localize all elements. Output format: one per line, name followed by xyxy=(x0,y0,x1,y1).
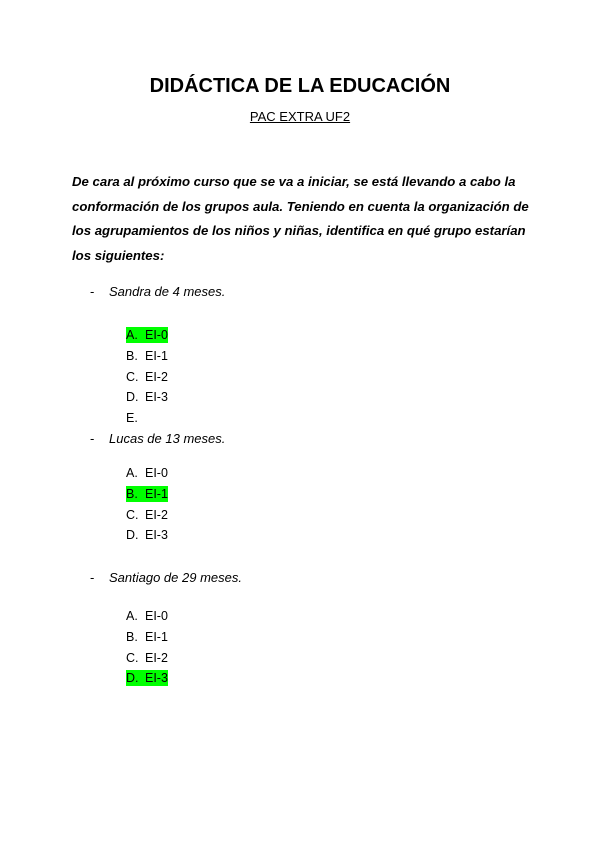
option-item xyxy=(126,527,168,548)
option-text: EI-3 xyxy=(145,390,168,405)
option-item xyxy=(126,389,168,410)
option xyxy=(126,369,168,385)
option-text: EI-1 xyxy=(145,486,168,501)
option xyxy=(126,650,168,666)
question-item xyxy=(90,570,242,586)
option-letter: D. xyxy=(126,390,139,405)
option-text: EI-2 xyxy=(145,369,168,384)
option-text: EI-3 xyxy=(145,528,168,543)
option-item xyxy=(126,608,168,629)
option-text: EI-0 xyxy=(145,466,168,480)
question-item xyxy=(90,284,225,300)
option xyxy=(126,389,168,405)
question-item xyxy=(90,431,225,447)
option-item xyxy=(126,507,168,528)
option xyxy=(126,465,168,481)
question-text: Sandra de 4 meses. xyxy=(109,284,226,299)
option-item xyxy=(126,369,168,390)
option-item xyxy=(126,348,168,369)
option-letter: B. xyxy=(126,629,138,644)
document-title: DIDÁCTICA DE LA EDUCACIÓN xyxy=(149,75,451,97)
question-text: Lucas de 13 meses. xyxy=(109,431,226,446)
option xyxy=(126,527,168,543)
question-text: Santiago de 29 meses. xyxy=(109,570,242,585)
option-text: EI-3 xyxy=(145,671,168,686)
options-list xyxy=(126,465,168,548)
option-letter: B. xyxy=(126,486,138,501)
option xyxy=(126,486,168,502)
option-letter: C. xyxy=(126,650,139,665)
option-item xyxy=(126,410,168,431)
list-dash: - xyxy=(90,431,95,446)
document-subtitle: PAC EXTRA UF2 xyxy=(249,109,351,124)
options-list xyxy=(126,327,168,431)
option-text: EI-1 xyxy=(145,629,168,644)
option-item xyxy=(126,327,168,348)
option-text: EI-1 xyxy=(145,348,168,363)
list-dash: - xyxy=(90,570,95,585)
option-letter: D. xyxy=(126,671,139,686)
option-letter: D. xyxy=(126,528,139,543)
option-letter: E. xyxy=(126,411,138,426)
question-prompt: De cara al próximo curso que se va a iniciar, se está llevando a cabo la conformación de los grupos aula. Teniendo en cuenta la organización de los agrupamientos de los niños y niñas, identifica en qué grupo estarían los siguientes: xyxy=(72,174,529,263)
option-text: EI-2 xyxy=(145,507,168,522)
option-item xyxy=(126,629,168,650)
option xyxy=(126,410,145,426)
list-dash: - xyxy=(90,284,95,299)
option-letter: C. xyxy=(126,507,139,522)
option-item xyxy=(126,670,168,691)
option-text: EI-2 xyxy=(145,650,168,665)
option-letter: A. xyxy=(126,609,138,623)
option-text: EI-0 xyxy=(145,609,168,623)
option xyxy=(126,629,168,645)
options-list xyxy=(126,608,168,691)
option-letter: B. xyxy=(126,348,138,363)
option xyxy=(126,670,168,686)
option xyxy=(126,348,168,364)
option-letter: A. xyxy=(126,466,138,480)
option xyxy=(126,327,168,343)
option-item xyxy=(126,650,168,671)
option-letter: C. xyxy=(126,369,139,384)
option-text: EI-0 xyxy=(145,328,168,342)
option-item xyxy=(126,486,168,507)
option xyxy=(126,507,168,523)
option-item xyxy=(126,465,168,486)
option-letter: A. xyxy=(126,328,138,342)
option xyxy=(126,608,168,624)
